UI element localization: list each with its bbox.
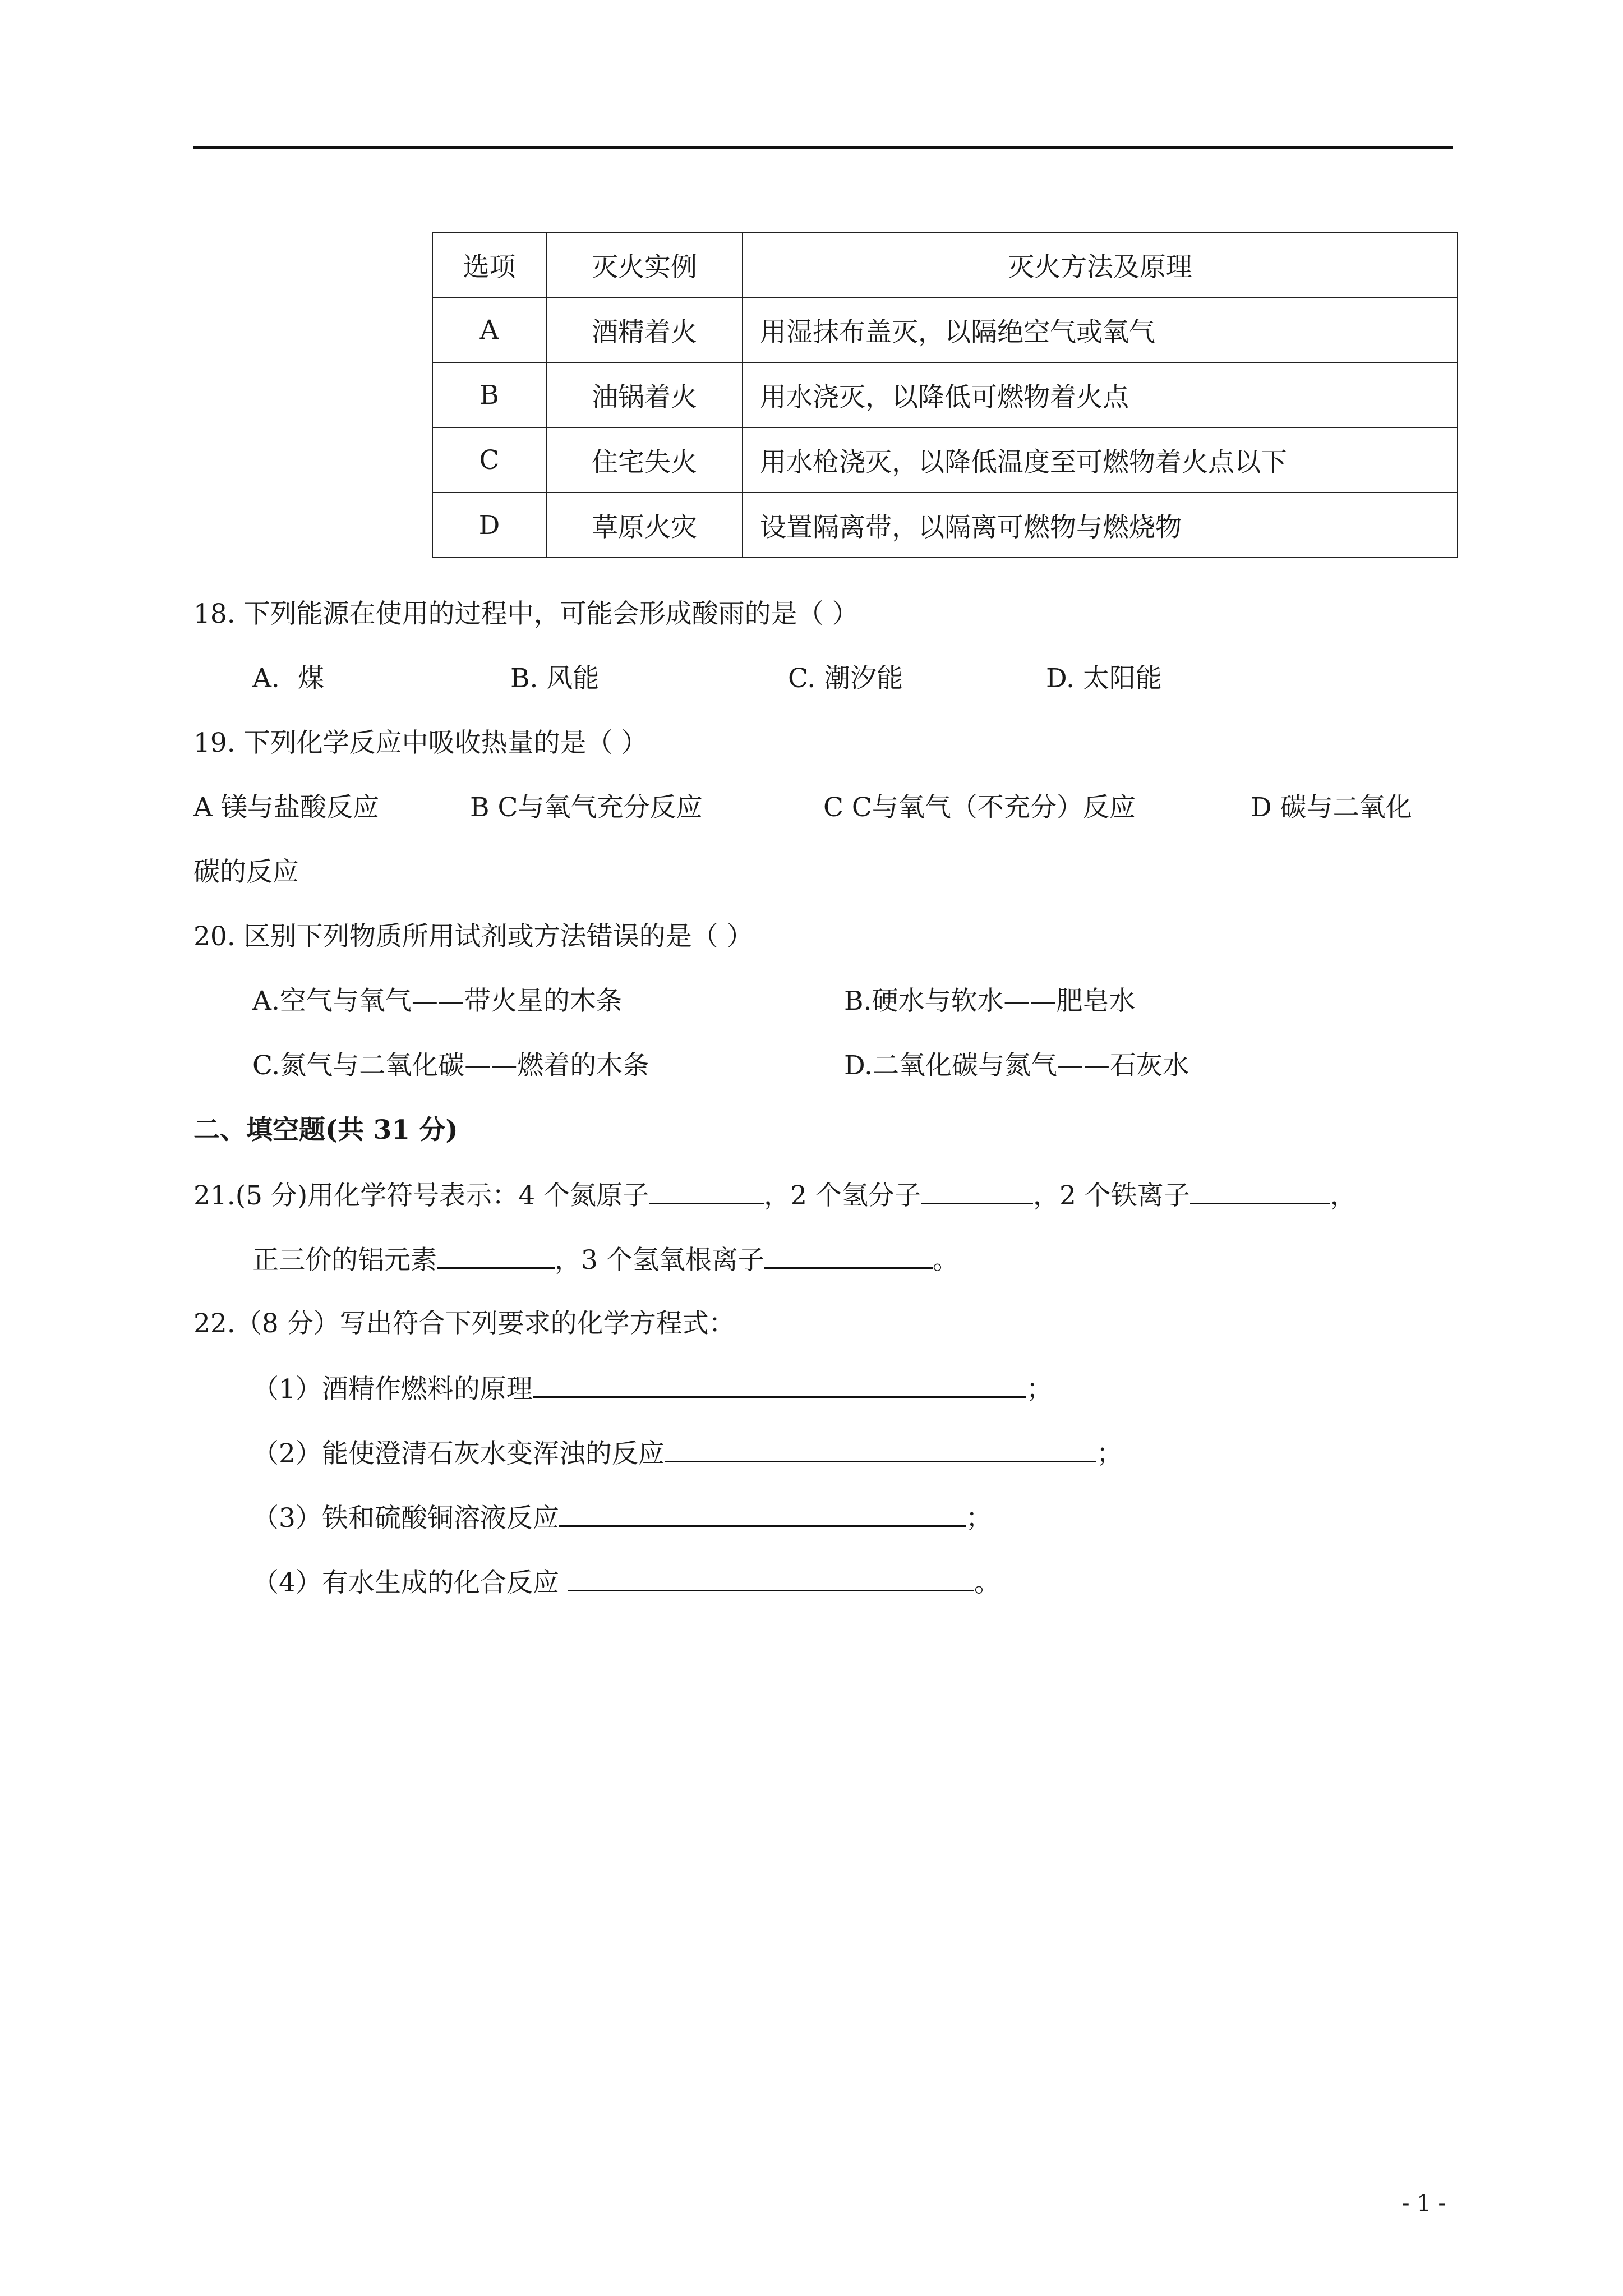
table-row bbox=[432, 493, 1458, 558]
header-rule bbox=[193, 146, 1453, 149]
table-cell: B bbox=[432, 362, 546, 427]
table-row bbox=[432, 427, 1458, 493]
question-21-text: ，3 个氢氧根离子 bbox=[555, 1245, 764, 1276]
question-21-line-2 bbox=[252, 1243, 959, 1277]
answer-blank[interactable] bbox=[665, 1436, 1096, 1462]
fire-extinguishing-table bbox=[432, 232, 1458, 558]
question-22-item-4 bbox=[252, 1565, 1000, 1600]
question-18-option-d: D. 太阳能 bbox=[1046, 663, 1162, 694]
answer-blank[interactable] bbox=[1190, 1178, 1330, 1204]
question-20-option-a: A.空气与氧气——带火星的木条 bbox=[252, 986, 623, 1016]
answer-blank[interactable] bbox=[921, 1178, 1033, 1204]
section-2-title: 二、填空题(共 31 分) bbox=[193, 1115, 458, 1145]
table-row bbox=[432, 297, 1458, 362]
question-22-item-end: ； bbox=[1026, 1374, 1053, 1405]
question-19-option-b: B C与氧气充分反应 bbox=[470, 792, 703, 823]
page-number: - 1 - bbox=[1402, 2191, 1446, 2216]
question-21-text: ，2 个氢分子 bbox=[764, 1180, 921, 1211]
table-cell: 设置隔离带，以隔离可燃物与燃烧物 bbox=[743, 493, 1458, 558]
question-22-item-3 bbox=[252, 1501, 992, 1535]
question-22-item-label: （4）有水生成的化合反应 bbox=[252, 1567, 568, 1598]
question-21-text: 21.(5 分)用化学符号表示：4 个氮原子 bbox=[193, 1180, 649, 1211]
table-cell: 油锅着火 bbox=[546, 362, 743, 427]
question-22-item-2 bbox=[252, 1436, 1123, 1471]
table-cell: 用水浇灭，以降低可燃物着火点 bbox=[743, 362, 1458, 427]
question-22-stem: 22.（8 分）写出符合下列要求的化学方程式： bbox=[193, 1308, 735, 1339]
question-21-text: ， bbox=[1330, 1180, 1357, 1211]
question-20-option-c: C.氮气与二氧化碳——燃着的木条 bbox=[252, 1050, 649, 1081]
question-19-option-d: D 碳与二氧化 bbox=[1251, 792, 1412, 823]
table-cell: 草原火灾 bbox=[546, 493, 743, 558]
answer-blank[interactable] bbox=[437, 1243, 555, 1269]
table-header-cell: 灭火实例 bbox=[546, 232, 743, 297]
question-19-continuation: 碳的反应 bbox=[193, 857, 299, 887]
question-18-option-b: B. 风能 bbox=[510, 663, 600, 694]
question-22-item-label: （1）酒精作燃料的原理 bbox=[252, 1374, 533, 1405]
question-18-option-a: A．煤 bbox=[252, 663, 324, 694]
question-22-item-1 bbox=[252, 1372, 1053, 1406]
question-22-item-end: ； bbox=[1096, 1438, 1123, 1469]
question-21-text: ，2 个铁离子 bbox=[1032, 1180, 1190, 1211]
table-cell: 用湿抹布盖灭，以隔绝空气或氧气 bbox=[743, 297, 1458, 362]
question-18-stem: 18. 下列能源在使用的过程中，可能会形成酸雨的是（ ） bbox=[193, 599, 859, 629]
question-21-line-1 bbox=[193, 1178, 1357, 1213]
table-cell: 住宅失火 bbox=[546, 427, 743, 493]
table-row bbox=[432, 362, 1458, 427]
question-21-text: 。 bbox=[932, 1245, 959, 1276]
table-header-cell: 选项 bbox=[432, 232, 546, 297]
question-21-text: 正三价的铝元素 bbox=[252, 1245, 437, 1276]
table-cell: 用水枪浇灭，以降低温度至可燃物着火点以下 bbox=[743, 427, 1458, 493]
question-19-option-c: C C与氧气（不充分）反应 bbox=[823, 792, 1136, 823]
question-20-option-d: D.二氧化碳与氮气——石灰水 bbox=[844, 1050, 1189, 1081]
answer-blank[interactable] bbox=[533, 1372, 1026, 1398]
table-cell: 酒精着火 bbox=[546, 297, 743, 362]
question-20-stem: 20. 区别下列物质所用试剂或方法错误的是（ ） bbox=[193, 921, 753, 952]
table-cell: C bbox=[432, 427, 546, 493]
question-19-stem: 19. 下列化学反应中吸收热量的是（ ） bbox=[193, 728, 648, 758]
question-20-option-b: B.硬水与软水——肥皂水 bbox=[844, 986, 1136, 1016]
question-19-option-a: A 镁与盐酸反应 bbox=[193, 792, 379, 823]
answer-blank[interactable] bbox=[559, 1501, 966, 1527]
question-22-item-end: 。 bbox=[974, 1567, 1000, 1598]
table-header-row bbox=[432, 232, 1458, 297]
table-cell: A bbox=[432, 297, 546, 362]
question-18-option-c: C. 潮汐能 bbox=[788, 663, 903, 694]
answer-blank[interactable] bbox=[764, 1243, 933, 1269]
table-cell: D bbox=[432, 493, 546, 558]
question-22-item-label: （3）铁和硫酸铜溶液反应 bbox=[252, 1503, 559, 1534]
question-22-item-end: ； bbox=[965, 1503, 992, 1534]
table-header-cell: 灭火方法及原理 bbox=[743, 232, 1458, 297]
answer-blank[interactable] bbox=[649, 1178, 764, 1204]
answer-blank[interactable] bbox=[568, 1565, 974, 1591]
question-22-item-label: （2）能使澄清石灰水变浑浊的反应 bbox=[252, 1438, 665, 1469]
